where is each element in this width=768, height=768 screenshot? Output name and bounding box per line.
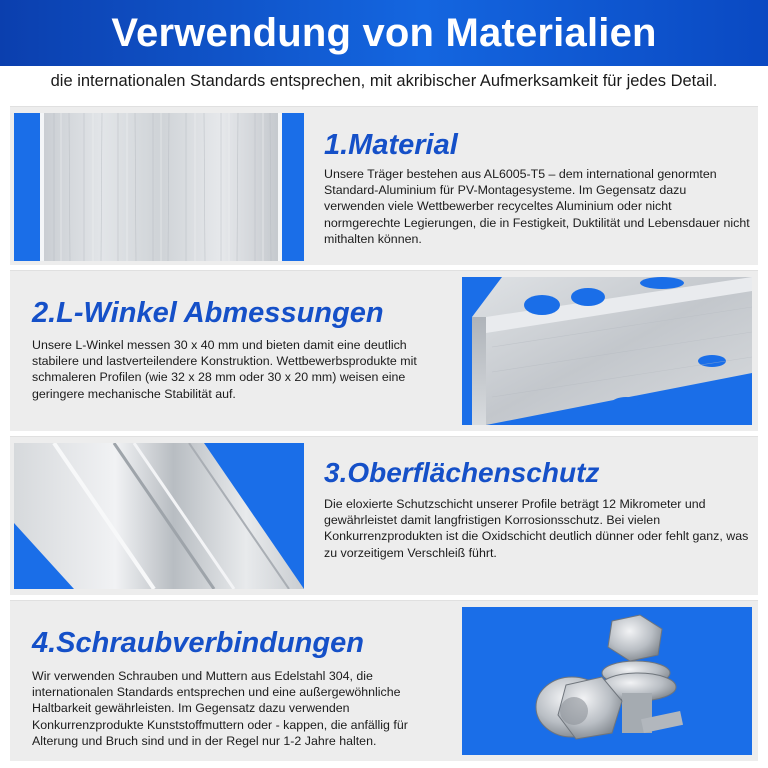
section-material-title: 1.Material [324,129,458,161]
header-banner [0,0,768,66]
section-l-angle-text: Unsere L-Winkel messen 30 x 40 mm und bieten damit eine deutlich stabilere und lastverteilendere Konstruktion. Wettbewerbsprodukte mit schmaleren Profilen (wie 32 x 28 mm oder 30 x 20 mm) weisen eine geringere mechanische Stabilität auf. [32,338,417,401]
section-surface-protection-text: Die eloxierte Schutzschicht unserer Profile beträgt 12 Mikrometer und gewährleistet damit langfristigen Korrosionsschutz. Bei vielen Konkurrenzprodukten ist die Oxidschicht deutlich dünner oder fehlt ganz, was zu vorzeitigem Verschleiß führt. [324,497,749,560]
anodized-profile-image [14,443,304,589]
subtitle-line: die internationalen Standards entsprechen, mit akribischer Aufmerksamkeit für jedes Detail. [50,72,718,90]
section-material [10,106,758,265]
section-screw-connections-text: Wir verwenden Schrauben und Muttern aus Edelstahl 304, die internationalen Standards entsprechen und eine außergewöhnliche Haltbarkeit gewährleisten. Im Gegensatz dazu verwenden Konkurrenzprodukte Kunststoffmuttern oder - kappen, die anfällig für Alterung und Bruch sind und in der Regel nur 1-2 Jahre halten. [32,669,408,748]
stainless-bolts-image [462,607,752,755]
section-screw-connections-title: 4.Schraubverbindungen [32,627,364,659]
l-angle-image [462,277,752,425]
section-l-angle [10,270,758,431]
section-surface-protection-title: 3.Oberflächenschutz [324,457,600,488]
section-surface-protection [10,436,758,595]
section-screw-connections [10,600,758,761]
page-title: Verwendung von Materialien [111,10,657,55]
section-material-text: Unsere Träger bestehen aus AL6005-T5 – dem international genormten Standard-Aluminium für PV-Montagesysteme. Im Gegensatz dazu verwenden viele Wettbewerber recyceltes Aluminium oder nicht normgerechte Legierungen, die in Festigkeit, Duktilität und Lebensdauer nicht mithalten können. [324,167,750,246]
section-l-angle-title: 2.L-Winkel Abmessungen [32,297,384,329]
brushed-aluminium-image [14,113,304,261]
